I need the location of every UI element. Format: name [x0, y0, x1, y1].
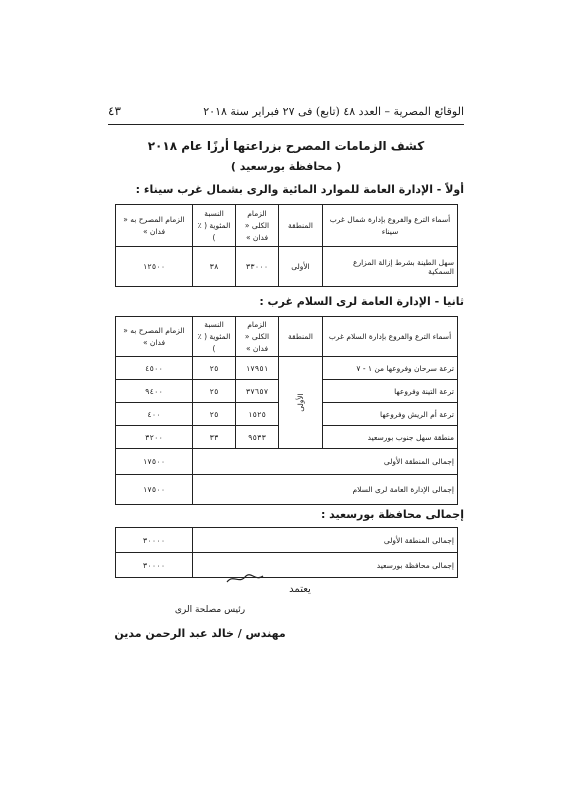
col-names: أسماء الترع والفروع بإدارة السلام غرب — [323, 317, 458, 357]
col-names: أسماء الترع والفروع بإدارة شمال غرب سيناء — [323, 205, 458, 247]
total-row — [116, 528, 458, 553]
total-label: إجمالى محافظة بورسعيد — [193, 553, 458, 578]
page-header — [108, 104, 464, 118]
col-region: المنطقة — [279, 317, 323, 357]
percent-cell: ٢٥ — [193, 403, 236, 426]
percent-cell: ٣٨ — [193, 247, 236, 287]
total-value: ٣٠٠٠٠ — [116, 553, 193, 578]
page-number: ٤٣ — [108, 104, 121, 118]
col-total: الزمام الكلى « فدان » — [236, 317, 279, 357]
col-percent: النسبة المئوية ( ٪ ) — [193, 205, 236, 247]
total-cell: ١٥٢٥ — [236, 403, 279, 426]
section2-header-row — [116, 317, 458, 357]
canal-name: منطقة سهل جنوب بورسعيد — [323, 426, 458, 449]
total-label: إجمالى المنطقة الأولى — [193, 528, 458, 553]
total-row — [116, 449, 458, 475]
total-label: إجمالى الإدارة العامة لرى السلام — [193, 475, 458, 505]
section2-heading: ثانيا - الإدارة العامة لرى السلام غرب : — [259, 295, 464, 308]
permitted-cell: ٤٥٠٠ — [116, 357, 193, 380]
total-row — [116, 553, 458, 578]
col-percent: النسبة المئوية ( ٪ ) — [193, 317, 236, 357]
canal-name: ترعة التينة وفروعها — [323, 380, 458, 403]
col-region: المنطقة — [279, 205, 323, 247]
header-rule — [108, 124, 464, 125]
table-row — [116, 357, 458, 380]
total-value: ١٧٥٠٠ — [116, 475, 193, 505]
section3-table — [115, 527, 458, 578]
table-row — [116, 247, 458, 287]
permitted-cell: ٤٠٠ — [116, 403, 193, 426]
col-total: الزمام الكلى « فدان » — [236, 205, 279, 247]
section1-table — [115, 204, 458, 287]
total-cell: ١٧٩٥١ — [236, 357, 279, 380]
total-cell: ٣٣٠٠٠ — [236, 247, 279, 287]
canal-name: ترعة أم الريش وفروعها — [323, 403, 458, 426]
region-label: الأولى — [296, 393, 305, 412]
total-cell: ٣٧٦٥٧ — [236, 380, 279, 403]
total-value: ٣٠٠٠٠ — [116, 528, 193, 553]
col-permitted: الزمام المصرح به « فدان » — [116, 205, 193, 247]
permitted-cell: ٩٤٠٠ — [116, 380, 193, 403]
total-row — [116, 475, 458, 505]
total-cell: ٩٥٣٣ — [236, 426, 279, 449]
publication-line: الوقائع المصرية – العدد ٤٨ (تابع) فى ٢٧ فبراير سنة ٢٠١٨ — [203, 105, 464, 118]
permitted-cell: ٣٢٠٠ — [116, 426, 193, 449]
signer-name: مهندس / خالد عبد الرحمن مدين — [114, 627, 286, 640]
percent-cell: ٢٥ — [193, 357, 236, 380]
signer-role: رئيس مصلحة الرى — [174, 605, 246, 615]
section1-heading: أولاً - الإدارة العامة للموارد المائية والرى بشمال غرب سيناء : — [135, 183, 464, 196]
section3-heading: إجمالى محافظة بورسعيد : — [320, 508, 464, 521]
permitted-cell: ١٢٥٠٠ — [116, 247, 193, 287]
col-permitted: الزمام المصرح به « فدان » — [116, 317, 193, 357]
signature-scribble-icon — [225, 572, 265, 586]
document-title: كشف الزمامات المصرح بزراعتها أرزًا عام ٢٠١٨ — [147, 139, 425, 153]
section2-table — [115, 316, 458, 505]
approved-label: يعتمد — [289, 584, 311, 595]
region-cell: الأولى — [279, 247, 323, 287]
section1-header-row — [116, 205, 458, 247]
total-label: إجمالى المنطقة الأولى — [193, 449, 458, 475]
percent-cell: ٣٣ — [193, 426, 236, 449]
document-subtitle: ( محافظة بورسعيد ) — [230, 160, 342, 173]
percent-cell: ٢٥ — [193, 380, 236, 403]
total-value: ١٧٥٠٠ — [116, 449, 193, 475]
region-cell — [279, 357, 323, 449]
canal-name: ترعة سرحان وفروعها من ١ - ٧ — [323, 357, 458, 380]
canal-name: سهل الطينة بشرط إزالة المزارع السمكية — [323, 247, 458, 287]
